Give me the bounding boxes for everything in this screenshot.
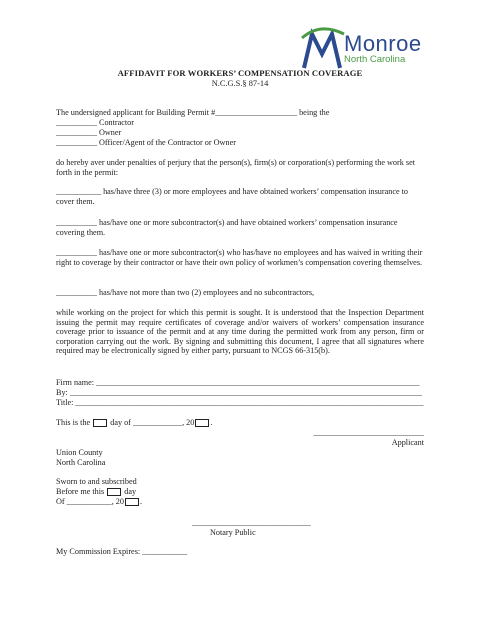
applicant-line: The undersigned applicant for Building Permit #____________________ being the <box>56 108 330 117</box>
year-box[interactable] <box>195 419 209 427</box>
applicant-signature-line: ___________________________ <box>313 428 424 437</box>
statement-subcontractors-insured: __________ has/have one or more subcontractor(s) and have obtained workers’ compensation insurance covering them. <box>56 218 398 237</box>
statement-three-employees: ___________ has/have three (3) or more employees and have obtained workers’ compensation insurance to cover them. <box>56 187 409 206</box>
day-box[interactable] <box>93 419 107 427</box>
statute-reference: N.C.G.S.§ 87-14 <box>211 79 269 88</box>
state-name: North Carolina <box>56 458 106 467</box>
statement-subcontractors-waived: __________ has/have one or more subcontractor(s) who has/have no employees and has waived in writing their right to coverage by their contractor or have their own policy of workmen’s compensation covering themselves. <box>56 248 423 267</box>
option-owner: __________ Owner <box>56 128 122 137</box>
day-text: day <box>124 487 137 496</box>
document-title: AFFIDAVIT FOR WORKERS’ COMPENSATION COVERAGE <box>117 68 363 78</box>
perjury-statement: do hereby aver under penalties of perjury that the person(s), firm(s) or corporation(s) performing the work set forth in the permit: <box>56 158 415 177</box>
before-me-line <box>56 487 136 497</box>
option-contractor: __________ Contractor <box>56 118 134 127</box>
of-text: Of ___________, 20 <box>56 497 124 506</box>
option-officer-agent: __________ Officer/Agent of the Contractor or Owner <box>56 138 236 147</box>
statement-two-employees: __________ has/have not more than two (2) employees and no subcontractors, <box>56 288 315 297</box>
notary-label: Notary Public <box>210 528 256 537</box>
coverage-paragraph: while working on the project for which this permit is sought. It is understood that the Inspection Department issuing the permit may require certificates of coverage and/or waivers of workers’ compensation insurance coverage prior to issuance of the permit and at any time during the permitted work from any person, firm or corporation carrying out the work. By signing and submitting this document, I agree that all signatures where required may be electronically signed by either party, pursuant to NCGS 66-315(b). <box>56 308 424 356</box>
sworn-day-box[interactable] <box>107 488 121 496</box>
date-line <box>56 418 212 428</box>
county-name: Union County <box>56 448 103 457</box>
commission-expires: My Commission Expires: ___________ <box>56 547 188 556</box>
applicant-label: Applicant <box>391 438 424 447</box>
of-post: . <box>140 497 143 506</box>
date-line-pre: This is the <box>56 418 91 427</box>
of-line <box>56 497 142 507</box>
date-line-mid: day of ____________, 20 <box>110 418 195 427</box>
date-line-post: . <box>210 418 213 427</box>
logo-word: Monroe <box>344 31 422 56</box>
sworn-year-box[interactable] <box>125 498 139 506</box>
by-field: By: ______________________________________________________________________________________ <box>56 388 422 397</box>
notary-signature-line: _____________________________ <box>192 518 311 527</box>
logo-subtitle: North Carolina <box>344 54 406 65</box>
sworn-line: Sworn to and subscribed <box>56 477 137 486</box>
before-me-text: Before me this <box>56 487 105 496</box>
title-field: Title: _____________________________________________________________________________________ <box>56 398 424 407</box>
firm-name-field: Firm name: _______________________________________________________________________________ <box>56 378 420 387</box>
